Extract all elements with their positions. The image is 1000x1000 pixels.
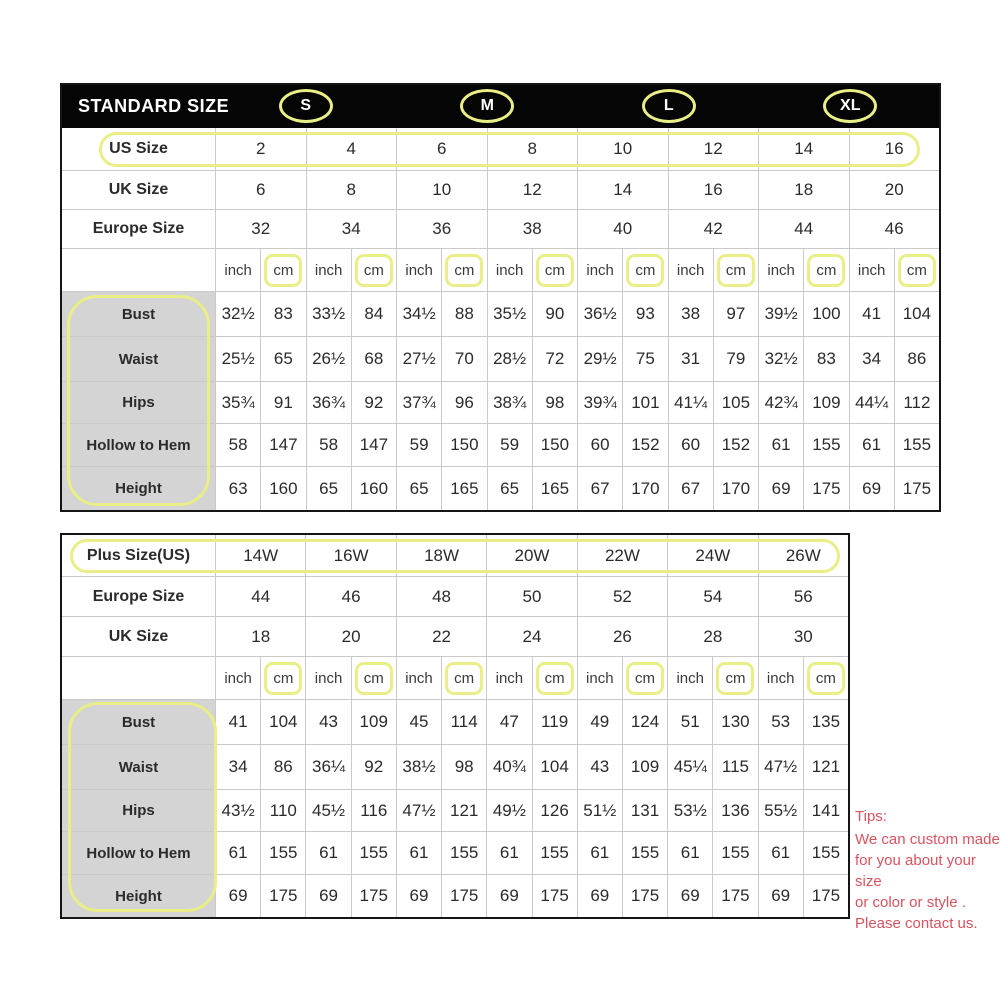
measurement-value-cell: 90 xyxy=(532,292,577,336)
custom-tips-note xyxy=(855,806,1000,934)
size-value-cell: 30 xyxy=(758,617,848,656)
measurement-value-cell: 65 xyxy=(306,467,351,510)
inch-unit-cell: inch xyxy=(305,657,350,699)
measurement-value-cell: 40¾ xyxy=(486,745,531,789)
measurement-value-cell: 165 xyxy=(532,467,577,510)
measurement-value-cell: 51 xyxy=(667,700,712,744)
size-value-cell: 56 xyxy=(758,577,848,616)
size-row-label: Europe Size xyxy=(92,220,185,237)
measurement-value-cell: 49½ xyxy=(486,790,531,831)
size-row xyxy=(62,576,848,616)
measurement-value-cell: 55½ xyxy=(758,790,803,831)
size-value-cell: 6 xyxy=(396,128,487,170)
measurement-value-cell: 175 xyxy=(803,467,848,510)
size-value-cell: 52 xyxy=(577,577,667,616)
size-row-label: Plus Size(US) xyxy=(86,546,191,564)
inch-unit-cell: inch xyxy=(667,657,712,699)
measurement-value-cell: 69 xyxy=(486,875,531,917)
cm-unit-cell xyxy=(803,249,848,291)
measurement-value-cell: 37¾ xyxy=(396,382,441,423)
size-group-badge-s: S xyxy=(279,89,333,123)
measurement-value-cell: 68 xyxy=(351,337,396,381)
measurement-value-cell: 69 xyxy=(305,875,350,917)
size-value-cell: 20 xyxy=(849,171,940,209)
measurement-value-cell: 25½ xyxy=(215,337,260,381)
measurement-value-cell: 175 xyxy=(260,875,305,917)
measurement-value-cell: 109 xyxy=(351,700,396,744)
tip-line: or color or style . xyxy=(855,894,966,911)
measurement-value-cell: 150 xyxy=(441,424,486,466)
cm-unit-cell xyxy=(532,249,577,291)
measurement-row-label: Hips xyxy=(62,790,215,831)
measurement-value-cell: 60 xyxy=(577,424,622,466)
measurement-value-cell: 126 xyxy=(532,790,577,831)
size-value-cell: 26W xyxy=(758,535,848,576)
size-value-cell: 26 xyxy=(577,617,667,656)
measurement-value-cell: 79 xyxy=(713,337,758,381)
cm-highlight-pill: cm xyxy=(626,662,664,695)
size-value-cell: 46 xyxy=(849,210,940,248)
measurement-value-cell: 61 xyxy=(577,832,622,874)
measurement-value-cell: 160 xyxy=(260,467,305,510)
measurement-value-cell: 43½ xyxy=(215,790,260,831)
tips-title: Tips: xyxy=(855,808,887,825)
size-value-cell: 28 xyxy=(667,617,757,656)
measurement-value-cell: 61 xyxy=(486,832,531,874)
measurement-value-cell: 98 xyxy=(532,382,577,423)
size-value-cell: 12 xyxy=(487,171,578,209)
measurement-value-cell: 155 xyxy=(803,424,848,466)
measurement-value-cell: 58 xyxy=(215,424,260,466)
measurement-value-cell: 130 xyxy=(712,700,757,744)
size-value-cell: 12 xyxy=(668,128,759,170)
size-value-cell: 40 xyxy=(577,210,668,248)
measurement-row-label: Hips xyxy=(62,382,215,423)
measurement-value-cell: 42¾ xyxy=(758,382,803,423)
measurement-value-cell: 28½ xyxy=(487,337,532,381)
size-value-cell: 42 xyxy=(668,210,759,248)
measurement-row xyxy=(62,699,848,744)
measurement-row xyxy=(62,874,848,917)
measurement-row-label: Waist xyxy=(62,337,215,381)
size-value-cell: 16W xyxy=(305,535,395,576)
measurement-value-cell: 38¾ xyxy=(487,382,532,423)
measurement-value-cell: 43 xyxy=(305,700,350,744)
size-value-cell: 18W xyxy=(396,535,486,576)
cm-unit-cell xyxy=(441,657,486,699)
size-row xyxy=(62,535,848,576)
measurement-value-cell: 155 xyxy=(894,424,939,466)
measurement-value-cell: 155 xyxy=(351,832,396,874)
measurement-value-cell: 69 xyxy=(758,467,803,510)
measurement-value-cell: 155 xyxy=(712,832,757,874)
measurement-row-label: Height xyxy=(62,467,215,510)
measurement-value-cell: 35¾ xyxy=(215,382,260,423)
measurement-value-cell: 41 xyxy=(849,292,894,336)
cm-unit-cell xyxy=(622,249,667,291)
inch-unit-cell: inch xyxy=(396,249,441,291)
measurement-value-cell: 141 xyxy=(803,790,848,831)
unit-header-row xyxy=(62,656,848,699)
measurement-value-cell: 41 xyxy=(215,700,260,744)
measurement-value-cell: 63 xyxy=(215,467,260,510)
measurement-value-cell: 86 xyxy=(894,337,939,381)
cm-highlight-pill: cm xyxy=(536,662,574,695)
measurement-value-cell: 65 xyxy=(260,337,305,381)
cm-highlight-pill: cm xyxy=(626,254,664,287)
size-value-cell: 16 xyxy=(668,171,759,209)
measurement-value-cell: 83 xyxy=(260,292,305,336)
cm-highlight-pill: cm xyxy=(355,254,393,287)
size-value-cell: 38 xyxy=(487,210,578,248)
measurement-value-cell: 61 xyxy=(758,424,803,466)
measurement-value-cell: 175 xyxy=(803,875,848,917)
size-value-cell: 10 xyxy=(577,128,668,170)
measurement-value-cell: 115 xyxy=(712,745,757,789)
measurement-value-cell: 47½ xyxy=(396,790,441,831)
measurement-value-cell: 175 xyxy=(622,875,667,917)
measurement-value-cell: 116 xyxy=(351,790,396,831)
measurement-value-cell: 31 xyxy=(668,337,713,381)
measurement-value-cell: 49 xyxy=(577,700,622,744)
measurement-value-cell: 38 xyxy=(668,292,713,336)
measurement-value-cell: 100 xyxy=(803,292,848,336)
size-value-cell: 18 xyxy=(758,171,849,209)
cm-highlight-pill: cm xyxy=(264,254,302,287)
measurement-row xyxy=(62,336,939,381)
inch-unit-cell: inch xyxy=(577,657,622,699)
inch-unit-cell: inch xyxy=(486,657,531,699)
measurement-row xyxy=(62,466,939,510)
inch-unit-cell: inch xyxy=(577,249,622,291)
size-value-cell: 14W xyxy=(215,535,305,576)
cm-unit-cell xyxy=(712,657,757,699)
standard-size-header xyxy=(62,85,939,128)
measurement-value-cell: 69 xyxy=(667,875,712,917)
cm-unit-cell xyxy=(351,249,396,291)
measurement-value-cell: 59 xyxy=(487,424,532,466)
measurement-value-cell: 69 xyxy=(758,875,803,917)
measurement-value-cell: 58 xyxy=(306,424,351,466)
size-value-cell: 4 xyxy=(306,128,397,170)
standard-size-title: STANDARD SIZE xyxy=(78,96,230,116)
measurement-value-cell: 51½ xyxy=(577,790,622,831)
size-row xyxy=(62,616,848,656)
inch-unit-cell: inch xyxy=(487,249,532,291)
measurement-value-cell: 104 xyxy=(532,745,577,789)
cm-unit-cell xyxy=(260,249,305,291)
measurement-value-cell: 43 xyxy=(577,745,622,789)
measurement-value-cell: 61 xyxy=(215,832,260,874)
unit-row-label xyxy=(62,657,215,699)
measurement-value-cell: 175 xyxy=(532,875,577,917)
measurement-value-cell: 155 xyxy=(622,832,667,874)
size-group-badge-xl: XL xyxy=(823,89,877,123)
measurement-value-cell: 84 xyxy=(351,292,396,336)
measurement-value-cell: 104 xyxy=(260,700,305,744)
measurement-row xyxy=(62,789,848,831)
measurement-value-cell: 104 xyxy=(894,292,939,336)
cm-highlight-pill: cm xyxy=(445,662,483,695)
measurement-value-cell: 59 xyxy=(396,424,441,466)
measurement-value-cell: 155 xyxy=(803,832,848,874)
measurement-value-cell: 119 xyxy=(532,700,577,744)
cm-unit-cell xyxy=(351,657,396,699)
size-value-cell: 18 xyxy=(215,617,305,656)
size-value-cell: 14 xyxy=(758,128,849,170)
cm-highlight-pill: cm xyxy=(716,662,754,695)
measurement-value-cell: 27½ xyxy=(396,337,441,381)
tip-line: Please contact us. xyxy=(855,915,978,932)
size-value-cell: 16 xyxy=(849,128,940,170)
size-row xyxy=(62,128,939,170)
measurement-value-cell: 65 xyxy=(396,467,441,510)
plus-size-table xyxy=(60,533,850,919)
measurement-value-cell: 41¼ xyxy=(668,382,713,423)
measurement-value-cell: 93 xyxy=(622,292,667,336)
measurement-value-cell: 72 xyxy=(532,337,577,381)
measurement-value-cell: 175 xyxy=(351,875,396,917)
measurement-value-cell: 75 xyxy=(622,337,667,381)
measurement-value-cell: 165 xyxy=(441,467,486,510)
cm-highlight-pill: cm xyxy=(264,662,302,695)
tip-line: We can custom made xyxy=(855,831,1000,848)
measurement-value-cell: 26½ xyxy=(306,337,351,381)
measurement-value-cell: 124 xyxy=(622,700,667,744)
measurement-value-cell: 33½ xyxy=(306,292,351,336)
size-value-cell: 36 xyxy=(396,210,487,248)
measurement-value-cell: 67 xyxy=(577,467,622,510)
measurement-value-cell: 69 xyxy=(215,875,260,917)
measurement-value-cell: 170 xyxy=(622,467,667,510)
measurement-value-cell: 69 xyxy=(396,875,441,917)
size-group-badge-m: M xyxy=(460,89,514,123)
measurement-value-cell: 96 xyxy=(441,382,486,423)
measurement-value-cell: 175 xyxy=(441,875,486,917)
measurement-value-cell: 135 xyxy=(803,700,848,744)
measurement-value-cell: 60 xyxy=(668,424,713,466)
measurement-value-cell: 92 xyxy=(351,382,396,423)
measurement-value-cell: 88 xyxy=(441,292,486,336)
cm-highlight-pill: cm xyxy=(445,254,483,287)
size-value-cell: 48 xyxy=(396,577,486,616)
cm-highlight-pill: cm xyxy=(807,254,845,287)
tip-line: for you about your size xyxy=(855,852,976,890)
size-value-cell: 20W xyxy=(486,535,576,576)
size-value-cell: 32 xyxy=(215,210,306,248)
measurement-value-cell: 61 xyxy=(667,832,712,874)
size-value-cell: 50 xyxy=(486,577,576,616)
size-value-cell: 24 xyxy=(486,617,576,656)
size-value-cell: 14 xyxy=(577,171,668,209)
inch-unit-cell: inch xyxy=(215,657,260,699)
size-row-label: Europe Size xyxy=(92,587,185,605)
measurement-value-cell: 70 xyxy=(441,337,486,381)
measurement-row-label: Bust xyxy=(62,292,215,336)
measurement-row-label: Waist xyxy=(62,745,215,789)
measurement-row-label: Height xyxy=(62,875,215,917)
unit-row-label xyxy=(62,249,215,291)
measurement-value-cell: 32½ xyxy=(758,337,803,381)
size-value-cell: 2 xyxy=(215,128,306,170)
measurement-row xyxy=(62,423,939,466)
size-row xyxy=(62,170,939,209)
measurement-value-cell: 61 xyxy=(305,832,350,874)
size-value-cell: 22W xyxy=(577,535,667,576)
measurement-value-cell: 47½ xyxy=(758,745,803,789)
measurement-value-cell: 155 xyxy=(260,832,305,874)
measurement-value-cell: 121 xyxy=(441,790,486,831)
cm-highlight-pill: cm xyxy=(717,254,755,287)
measurement-row-label: Hollow to Hem xyxy=(62,832,215,874)
measurement-value-cell: 39½ xyxy=(758,292,803,336)
measurement-value-cell: 61 xyxy=(396,832,441,874)
measurement-value-cell: 101 xyxy=(622,382,667,423)
size-value-cell: 44 xyxy=(215,577,305,616)
unit-header-row xyxy=(62,248,939,291)
measurement-value-cell: 36½ xyxy=(577,292,622,336)
measurement-value-cell: 65 xyxy=(487,467,532,510)
measurement-value-cell: 97 xyxy=(713,292,758,336)
measurement-value-cell: 53 xyxy=(758,700,803,744)
measurement-value-cell: 36¾ xyxy=(306,382,351,423)
size-group-badge-l: L xyxy=(642,89,696,123)
measurement-value-cell: 112 xyxy=(894,382,939,423)
measurement-value-cell: 152 xyxy=(622,424,667,466)
measurement-value-cell: 45¼ xyxy=(667,745,712,789)
size-row xyxy=(62,209,939,248)
size-value-cell: 8 xyxy=(306,171,397,209)
measurement-value-cell: 34 xyxy=(849,337,894,381)
cm-unit-cell xyxy=(803,657,848,699)
measurement-value-cell: 34½ xyxy=(396,292,441,336)
measurement-value-cell: 34 xyxy=(215,745,260,789)
cm-highlight-pill: cm xyxy=(898,254,936,287)
measurement-row-label: Bust xyxy=(62,700,215,744)
measurement-value-cell: 92 xyxy=(351,745,396,789)
measurement-value-cell: 36¼ xyxy=(305,745,350,789)
cm-unit-cell xyxy=(894,249,939,291)
measurement-value-cell: 69 xyxy=(849,467,894,510)
measurement-row xyxy=(62,291,939,336)
measurement-value-cell: 155 xyxy=(441,832,486,874)
measurement-value-cell: 67 xyxy=(668,467,713,510)
size-value-cell: 10 xyxy=(396,171,487,209)
measurement-value-cell: 131 xyxy=(622,790,667,831)
inch-unit-cell: inch xyxy=(758,657,803,699)
measurement-value-cell: 175 xyxy=(712,875,757,917)
measurement-value-cell: 105 xyxy=(713,382,758,423)
measurement-row-label: Hollow to Hem xyxy=(62,424,215,466)
measurement-value-cell: 83 xyxy=(803,337,848,381)
cm-unit-cell xyxy=(260,657,305,699)
size-value-cell: 54 xyxy=(667,577,757,616)
size-value-cell: 8 xyxy=(487,128,578,170)
measurement-value-cell: 39¾ xyxy=(577,382,622,423)
standard-size-rows xyxy=(62,128,939,510)
measurement-value-cell: 152 xyxy=(713,424,758,466)
measurement-value-cell: 170 xyxy=(713,467,758,510)
measurement-value-cell: 91 xyxy=(260,382,305,423)
size-value-cell: 44 xyxy=(758,210,849,248)
standard-size-table xyxy=(60,83,941,512)
cm-highlight-pill: cm xyxy=(807,662,845,695)
measurement-row xyxy=(62,744,848,789)
cm-unit-cell xyxy=(441,249,486,291)
inch-unit-cell: inch xyxy=(306,249,351,291)
measurement-value-cell: 86 xyxy=(260,745,305,789)
size-row-label: US Size xyxy=(109,140,168,157)
measurement-value-cell: 109 xyxy=(622,745,667,789)
cm-unit-cell xyxy=(622,657,667,699)
measurement-value-cell: 147 xyxy=(351,424,396,466)
size-value-cell: 20 xyxy=(305,617,395,656)
size-row-label: UK Size xyxy=(108,627,169,645)
measurement-value-cell: 47 xyxy=(486,700,531,744)
inch-unit-cell: inch xyxy=(396,657,441,699)
inch-unit-cell: inch xyxy=(758,249,803,291)
measurement-value-cell: 110 xyxy=(260,790,305,831)
measurement-value-cell: 45 xyxy=(396,700,441,744)
tips-lines xyxy=(855,829,1000,934)
measurement-value-cell: 32½ xyxy=(215,292,260,336)
cm-highlight-pill: cm xyxy=(536,254,574,287)
inch-unit-cell: inch xyxy=(849,249,894,291)
inch-unit-cell: inch xyxy=(668,249,713,291)
measurement-value-cell: 44¼ xyxy=(849,382,894,423)
measurement-row xyxy=(62,381,939,423)
measurement-value-cell: 98 xyxy=(441,745,486,789)
measurement-value-cell: 136 xyxy=(712,790,757,831)
cm-unit-cell xyxy=(713,249,758,291)
measurement-value-cell: 69 xyxy=(577,875,622,917)
measurement-value-cell: 121 xyxy=(803,745,848,789)
measurement-value-cell: 61 xyxy=(849,424,894,466)
measurement-value-cell: 38½ xyxy=(396,745,441,789)
plus-size-rows xyxy=(62,535,848,917)
cm-highlight-pill: cm xyxy=(355,662,393,695)
inch-unit-cell: inch xyxy=(215,249,260,291)
measurement-value-cell: 109 xyxy=(803,382,848,423)
measurement-row xyxy=(62,831,848,874)
measurement-value-cell: 53½ xyxy=(667,790,712,831)
size-value-cell: 24W xyxy=(667,535,757,576)
measurement-value-cell: 114 xyxy=(441,700,486,744)
measurement-value-cell: 175 xyxy=(894,467,939,510)
measurement-value-cell: 45½ xyxy=(305,790,350,831)
measurement-value-cell: 160 xyxy=(351,467,396,510)
measurement-value-cell: 155 xyxy=(532,832,577,874)
size-value-cell: 22 xyxy=(396,617,486,656)
cm-unit-cell xyxy=(532,657,577,699)
size-value-cell: 46 xyxy=(305,577,395,616)
measurement-value-cell: 147 xyxy=(260,424,305,466)
size-value-cell: 6 xyxy=(215,171,306,209)
size-row-label: UK Size xyxy=(108,181,169,198)
measurement-value-cell: 29½ xyxy=(577,337,622,381)
measurement-value-cell: 150 xyxy=(532,424,577,466)
measurement-value-cell: 61 xyxy=(758,832,803,874)
size-value-cell: 34 xyxy=(306,210,397,248)
measurement-value-cell: 35½ xyxy=(487,292,532,336)
